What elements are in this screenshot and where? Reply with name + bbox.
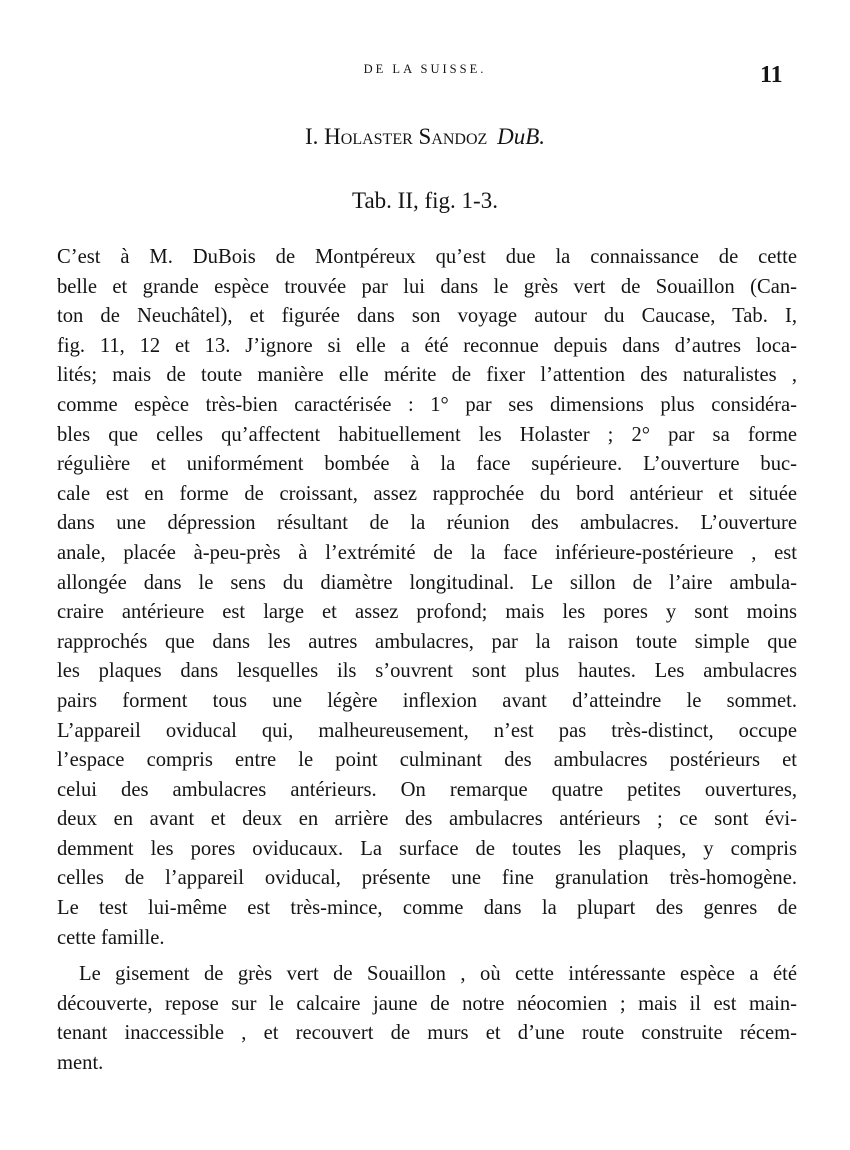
text-line: cale est en forme de croissant, assez rapprochée du bord antérieur et située [57, 482, 797, 505]
title-genus: Holaster [324, 124, 413, 149]
text-line: régulière et uniformément bombée à la face supérieure. L’ouverture buc- [57, 453, 797, 476]
text-line: dans une dépression résultant de la réunion des ambulacres. L’ouverture [57, 512, 797, 535]
text-line: Le test lui-même est très-mince, comme dans la plupart des genres de [57, 897, 797, 920]
page-number: 11 [760, 62, 783, 88]
text-line: cette famille. [57, 926, 165, 949]
text-line: fig. 11, 12 et 13. J’ignore si elle a été reconnue depuis dans d’autres loca- [57, 334, 797, 357]
text-line: découverte, repose sur le calcaire jaune de notre néocomien ; mais il est main- [57, 992, 797, 1015]
text-line: ment. [57, 1052, 104, 1075]
text-line: l’espace compris entre le point culminant des ambulacres postérieurs et [57, 749, 797, 772]
text-line: lités; mais de toute manière elle mérite de fixer l’attention des naturalistes , [57, 364, 797, 387]
text-line: tenant inaccessible , et recouvert de murs et d’une route construite récem- [57, 1022, 797, 1045]
text-line: craire antérieure est large et assez profond; mais les pores y sont moins [57, 601, 797, 624]
title-number: I. [304, 124, 319, 149]
text-line: deux en avant et deux en arrière des ambulacres antérieurs ; ce sont évi- [57, 808, 797, 831]
text-line: C’est à M. DuBois de Montpéreux qu’est due la connaissance de cette [57, 246, 797, 268]
text-line: comme espèce très-bien caractérisée : 1° par ses dimensions plus considéra- [57, 393, 797, 416]
paragraph-2 [57, 960, 797, 1078]
species-title [0, 124, 850, 150]
text-line: ton de Neuchâtel), et figurée dans son voyage autour du Caucase, Tab. I, [57, 305, 797, 328]
text-line: demment les pores oviducaux. La surface de toutes les plaques, y compris [57, 837, 797, 860]
text-line: Le gisement de grès vert de Souaillon , où cette intéressante espèce a été [79, 963, 797, 986]
paragraph-1 [57, 243, 797, 953]
title-species: Sandoz [418, 124, 488, 149]
text-line: belle et grande espèce trouvée par lui dans le grès vert de Souaillon (Can- [57, 275, 797, 298]
plate-reference: Tab. II, fig. 1-3. [352, 188, 498, 213]
running-head: DE LA SUISSE. [363, 62, 487, 76]
text-line: anale, placée à-peu-près à l’extrémité de la face inférieure-postérieure , est [57, 541, 797, 564]
text-line: celui des ambulacres antérieurs. On remarque quatre petites ouvertures, [57, 778, 797, 801]
text-line: celles de l’appareil oviducal, présente une fine granulation très-homogène. [57, 867, 797, 890]
text-line: L’appareil oviducal qui, malheureusement, n’est pas très-distinct, occupe [57, 719, 797, 742]
title-author: DuB. [497, 124, 545, 149]
text-line: allongée dans le sens du diamètre longitudinal. Le sillon de l’aire ambula- [57, 571, 797, 594]
body-text [57, 243, 797, 1079]
text-line: les plaques dans lesquelles ils s’ouvrent sont plus hautes. Les ambulacres [57, 660, 797, 683]
text-line: rapprochés que dans les autres ambulacres, par la raison toute simple que [57, 630, 797, 653]
text-line: pairs forment tous une légère inflexion avant d’atteindre le sommet. [57, 689, 797, 712]
text-line: bles que celles qu’affectent habituellement les Holaster ; 2° par sa forme [57, 423, 797, 446]
